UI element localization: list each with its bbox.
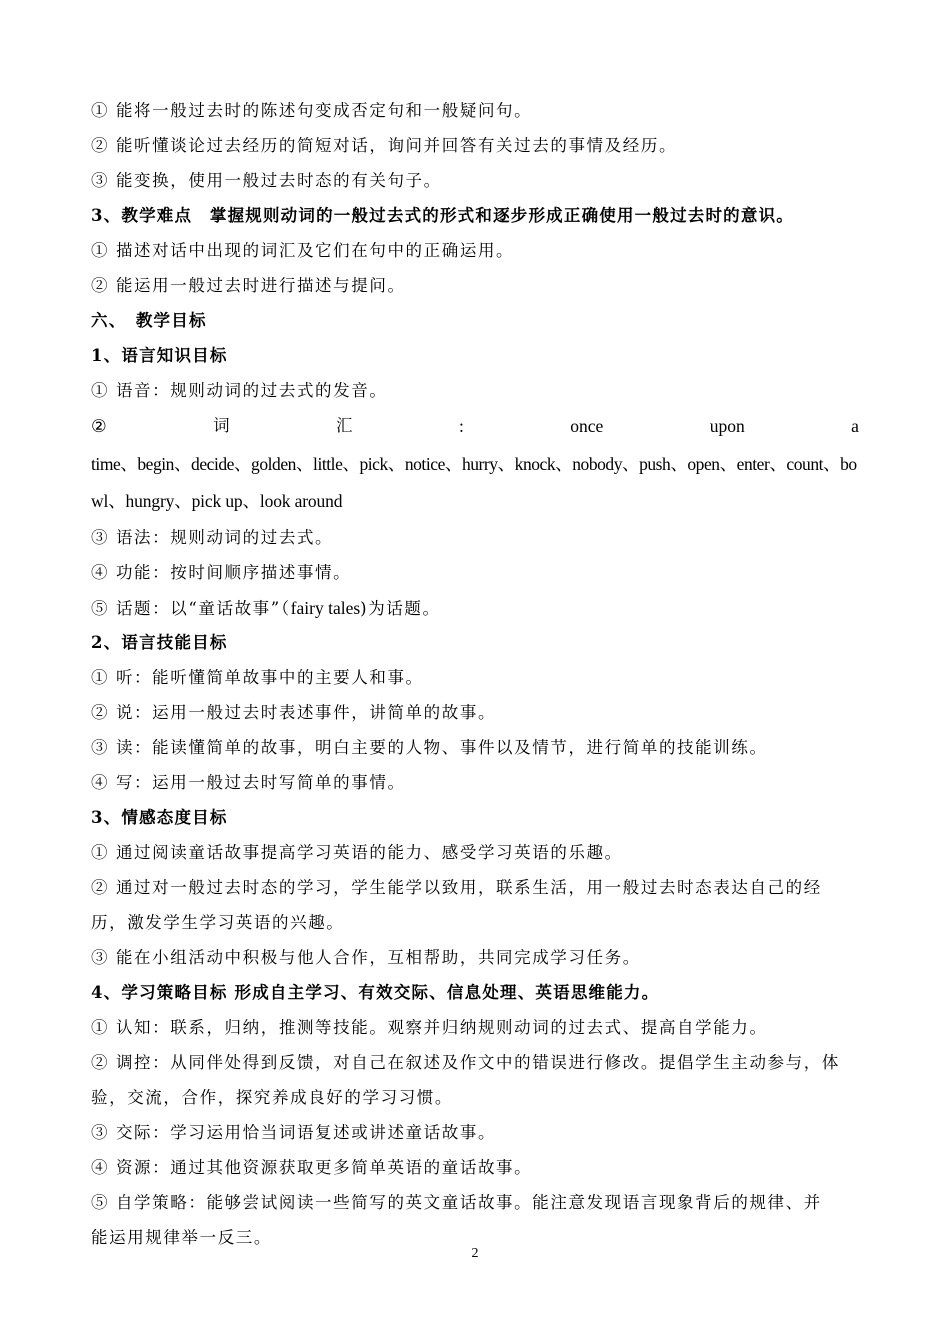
list-item: ③ 交际：学习运用恰当词语复述或讲述童话故事。	[91, 1123, 497, 1142]
vocab-word: upon	[709, 416, 745, 436]
vocab-label-char: 词	[213, 416, 230, 435]
vocab-word: a	[851, 416, 859, 436]
list-item	[91, 593, 859, 628]
list-item: ④ 写：运用一般过去时写简单的事情。	[91, 773, 406, 792]
list-item: ② 能听懂谈论过去经历的简短对话，询问并回答有关过去的事情及经历。	[91, 136, 678, 155]
section-title: 六、 教学目标	[91, 311, 207, 330]
list-item: ② 调控：从同伴处得到反馈，对自己在叙述及作文中的错误进行修改。提倡学生主动参与，体	[91, 1053, 840, 1072]
list-item: ① 能将一般过去时的陈述句变成否定句和一般疑问句。	[91, 101, 533, 120]
list-item-continued: 验，交流，合作，探究养成良好的学习习惯。	[91, 1088, 453, 1107]
list-item: ① 认知：联系，归纳，推测等技能。观察并归纳规则动词的过去式、提高自学能力。	[91, 1018, 768, 1037]
page-number: 2	[471, 1246, 479, 1261]
vocab-label-char: 汇	[336, 416, 353, 435]
section-heading: 2、语言技能目标	[91, 633, 228, 652]
list-item: ② 说：运用一般过去时表述事件，讲简单的故事。	[91, 703, 497, 722]
list-item: ① 描述对话中出现的词汇及它们在句中的正确运用。	[91, 241, 515, 260]
section-heading: 3、情感态度目标	[91, 808, 228, 827]
list-item: ① 语音：规则动词的过去式的发音。	[91, 381, 388, 400]
vocab-row	[91, 411, 859, 449]
list-item: ⑤ 自学策略：能够尝试阅读一些简写的英文童话故事。能注意发现语言现象背后的规律、并	[91, 1193, 822, 1212]
topic-suffix: )为话题。	[360, 599, 441, 618]
list-item: ② 通过对一般过去时态的学习，学生能学以致用，联系生活，用一般过去时态表达自己的经	[91, 878, 822, 897]
list-item: ③ 能在小组活动中积极与他人合作，互相帮助，共同完成学习任务。	[91, 948, 641, 967]
topic-prefix: ⑤ 话题：以“童话故事”（	[91, 599, 291, 618]
list-item: ③ 能变换，使用一般过去时态的有关句子。	[91, 171, 442, 190]
list-item-continued: 历，激发学生学习英语的兴趣。	[91, 913, 345, 932]
list-item: ② 能运用一般过去时进行描述与提问。	[91, 276, 406, 295]
document-page	[91, 96, 859, 1258]
vocab-list: wl、hungry、pick up、look around	[91, 491, 343, 511]
list-item-continued: 能运用规律举一反三。	[91, 1228, 272, 1247]
list-item: ④ 功能：按时间顺序描述事情。	[91, 563, 352, 582]
list-item: ③ 读：能读懂简单的故事，明白主要的人物、事件以及情节，进行简单的技能训练。	[91, 738, 768, 757]
topic-english: fairy tales	[290, 598, 361, 618]
list-item: ③ 语法：规则动词的过去式。	[91, 528, 334, 547]
section-heading: 3、教学难点 掌握规则动词的一般过去式的形式和逐步形成正确使用一般过去时的意识。	[91, 206, 794, 225]
list-item: ① 听：能听懂简单故事中的主要人和事。	[91, 668, 424, 687]
vocab-colon: :	[458, 416, 464, 436]
vocab-list: time、begin、decide、golden、little、pick、notice、hurry、knock、nobody、push、open、enter、count、bo	[91, 454, 857, 474]
list-item: ④ 资源：通过其他资源获取更多简单英语的童话故事。	[91, 1158, 533, 1177]
vocab-marker: ②	[91, 416, 107, 436]
section-heading: 1、语言知识目标	[91, 346, 228, 365]
list-item: ① 通过阅读童话故事提高学习英语的能力、感受学习英语的乐趣。	[91, 843, 623, 862]
section-heading: 4、学习策略目标 形成自主学习、有效交际、信息处理、英语思维能力。	[91, 983, 660, 1002]
vocab-word: once	[570, 416, 604, 436]
